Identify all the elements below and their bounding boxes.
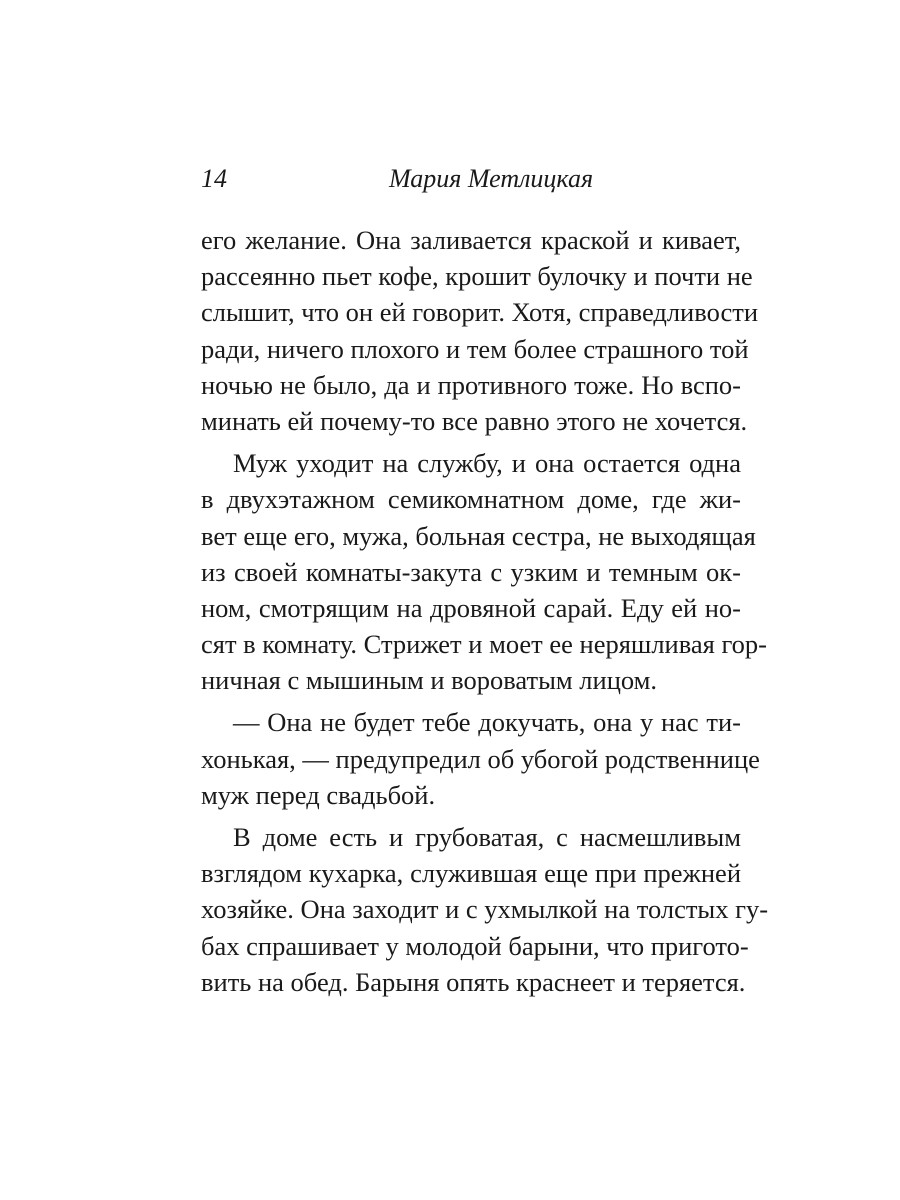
text-line: хонькая, — предупредил об убогой родственнице — [201, 743, 760, 774]
page-header — [201, 164, 741, 204]
text-line: бах спрашивает у молодой барыни, что пригото- — [201, 930, 749, 961]
text-line: В доме есть и грубоватая, с насмешливым — [233, 822, 741, 852]
text-line: Муж уходит на службу, и она остается одна — [233, 448, 741, 479]
text-line: хозяйке. Она заходит и с ухмылкой на толстых гу- — [201, 894, 769, 925]
text-line: сят в комнату. Стрижет и моет ее неряшливая гор- — [201, 629, 767, 660]
text-line: из своей комнаты-закута с узким и темным ок- — [201, 556, 741, 587]
text-line: ном, смотрящим на дровяной сарай. Еду ей но- — [201, 592, 741, 623]
text-line: ничная с мышиным и вороватым лицом. — [201, 665, 658, 696]
text-line: его желание. Она заливается краской и кивает, — [201, 225, 741, 255]
text-line: муж перед свадьбой. — [201, 779, 436, 810]
text-line: рассеянно пьет кофе, крошит булочку и почти не — [201, 261, 753, 292]
paragraph-4 — [201, 819, 769, 1000]
text-line: в двухэтажном семикомнатном доме, где жи- — [201, 484, 741, 515]
running-head-author: Мария Метлицкая — [388, 164, 594, 193]
text-line: вить на обед. Барыня опять краснеет и теряется. — [201, 966, 746, 997]
text-line: слышит, что он ей говорит. Хотя, справедливости — [201, 297, 759, 328]
text-line: вет еще его, мужа, больная сестра, не выходящая — [201, 520, 756, 551]
page-number: 14 — [201, 164, 227, 193]
text-line: минать ей почему-то все равно этого не хочется. — [201, 405, 748, 436]
text-line: — Она не будет тебе докучать, она у нас ти- — [233, 707, 741, 738]
paragraph-2 — [201, 445, 767, 698]
body-text — [201, 222, 769, 1000]
text-line: взглядом кухарка, служившая еще при прежней — [201, 858, 741, 889]
paragraph-3-dialogue — [201, 704, 760, 813]
paragraph-1 — [201, 222, 759, 439]
text-line: ночью не было, да и противного тоже. Но вспо- — [201, 369, 741, 400]
text-line: ради, ничего плохого и тем более страшного той — [201, 333, 749, 364]
